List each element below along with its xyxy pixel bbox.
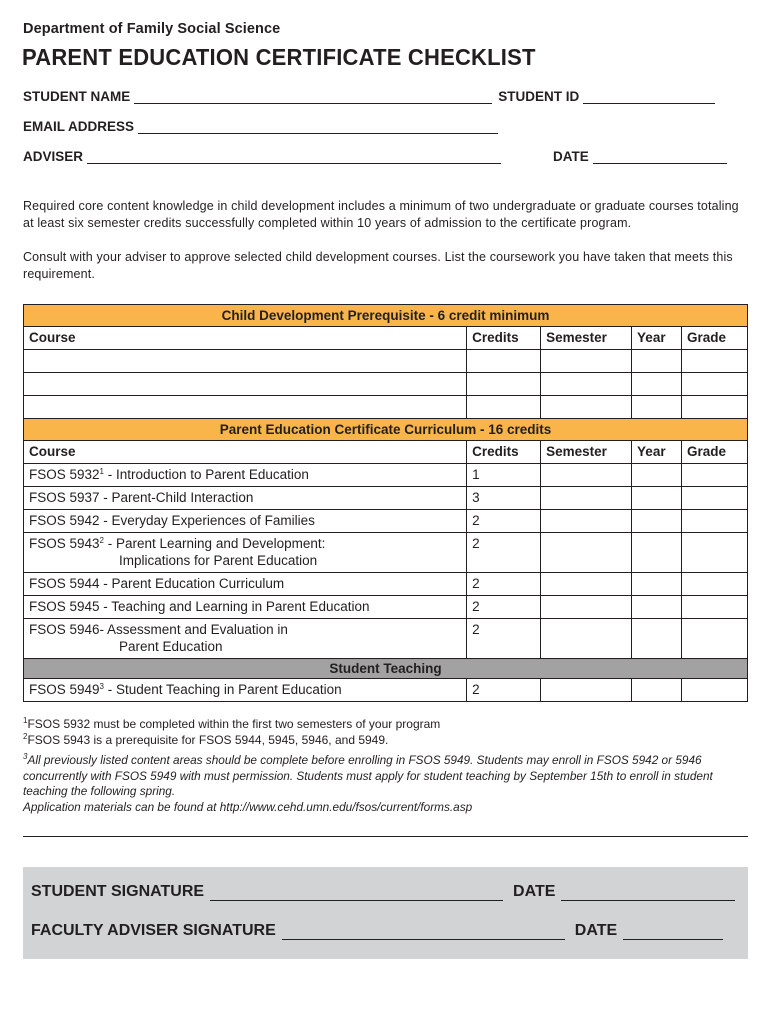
semester-cell[interactable] [541,533,632,573]
semester-cell[interactable] [541,350,632,373]
student-name-label: STUDENT NAME [23,89,131,104]
year-cell[interactable] [632,679,682,702]
credits-column-header: Credits [467,441,541,464]
department-name: Department of Family Social Science [23,21,281,37]
grade-cell[interactable] [682,533,748,573]
table-row [24,350,748,373]
student-signature-row [31,883,735,901]
semester-cell[interactable] [541,510,632,533]
credits-cell: 2 [467,596,541,619]
email-field[interactable] [138,120,498,134]
credits-column-header: Credits [467,327,541,350]
course-cell: FSOS 5944 - Parent Education Curriculum [24,573,467,596]
table-row [24,464,748,487]
student-signature-field[interactable] [210,885,503,901]
grade-cell[interactable] [682,573,748,596]
grade-column-header: Grade [682,327,748,350]
footnote-1: $^1$FSOS 5932 must be completed within the first two semesters of your program [23,716,441,731]
course-column-header: Course [24,441,467,464]
grade-cell[interactable] [682,396,748,419]
grade-cell[interactable] [682,373,748,396]
course-cell[interactable] [24,350,467,373]
course-cell: FSOS 5937 - Parent-Child Interaction [24,487,467,510]
credits-cell: 1 [467,464,541,487]
year-cell[interactable] [632,573,682,596]
column-header-row [24,327,748,350]
table-row [24,510,748,533]
table-row [24,396,748,419]
credits-cell[interactable] [467,350,541,373]
footnote-3: $^3$All previously listed content areas should be complete before enrolling in FSOS 5949. Students may enroll in FSOS 5942 or 5946 concurrently with FSOS 5949 with must permission. Students must apply for student teaching by September 15th to enroll in student teaching the following spring. [23,752,713,798]
student-teaching-header: Student Teaching [24,659,748,679]
adviser-row [23,149,727,164]
semester-cell[interactable] [541,464,632,487]
grade-cell[interactable] [682,350,748,373]
grade-column-header: Grade [682,441,748,464]
section-header-row [24,659,748,679]
column-header-row [24,441,748,464]
semester-cell[interactable] [541,396,632,419]
year-cell[interactable] [632,350,682,373]
table-row [24,679,748,702]
student-name-field[interactable] [134,90,492,104]
course-cell: FSOS 5946- Assessment and Evaluation in Parent Education [24,619,467,659]
table-row [24,619,748,659]
year-cell[interactable] [632,487,682,510]
course-cell: FSOS 5943$^2$ - Parent Learning and Development: Implications for Parent Education [24,533,467,573]
table-row [24,373,748,396]
table-row [24,487,748,510]
course-cell: FSOS 5942 - Everyday Experiences of Families [24,510,467,533]
adviser-label: ADVISER [23,149,84,164]
faculty-signature-field[interactable] [282,924,565,940]
student-signature-label: STUDENT SIGNATURE [31,883,205,900]
footnote-2: $^2$FSOS 5943 is a prerequisite for FSOS 5944, 5945, 5946, and 5949. [23,732,389,747]
faculty-date-label: DATE [574,922,618,939]
faculty-date-field[interactable] [623,924,723,940]
grade-cell[interactable] [682,487,748,510]
credits-cell[interactable] [467,373,541,396]
course-cell: FSOS 5949$^3$ - Student Teaching in Parent Education [24,679,467,702]
student-info-row [23,89,715,104]
semester-cell[interactable] [541,573,632,596]
year-cell[interactable] [632,533,682,573]
table-row [24,573,748,596]
table-row [24,533,748,573]
page-title: PARENT EDUCATION CERTIFICATE CHECKLIST [22,44,536,71]
semester-cell[interactable] [541,373,632,396]
footnotes [23,716,753,815]
intro-paragraph: Required core content knowledge in child development includes a minimum of two undergraduate or graduate courses totaling at least six semester credits successfully completed within 10 years of admission to the certificate program. [23,199,739,230]
grade-cell[interactable] [682,464,748,487]
table-row [24,596,748,619]
student-id-field[interactable] [583,90,715,104]
semester-cell[interactable] [541,487,632,510]
section-header-row [24,419,748,441]
course-cell: FSOS 5932$^1$ - Introduction to Parent Education [24,464,467,487]
year-cell[interactable] [632,619,682,659]
credits-cell: 3 [467,487,541,510]
curriculum-header: Parent Education Certificate Curriculum - 16 credits [24,419,748,441]
year-cell[interactable] [632,510,682,533]
application-note: Application materials can be found at http://www.cehd.umn.edu/fsos/current/forms.asp [23,799,473,814]
adviser-field[interactable] [87,150,501,164]
year-cell[interactable] [632,396,682,419]
credits-cell: 2 [467,533,541,573]
course-table [23,304,748,702]
year-cell[interactable] [632,596,682,619]
semester-column-header: Semester [541,441,632,464]
email-row [23,119,498,134]
semester-cell[interactable] [541,679,632,702]
credits-cell[interactable] [467,396,541,419]
year-column-header: Year [632,327,682,350]
consult-paragraph: Consult with your adviser to approve selected child development courses. List the coursework you have taken that meets this requirement. [23,250,733,281]
prerequisite-header: Child Development Prerequisite - 6 credit minimum [24,305,748,327]
student-date-label: DATE [513,883,556,900]
student-id-label: STUDENT ID [498,89,580,104]
grade-cell[interactable] [682,679,748,702]
faculty-signature-label: FACULTY ADVISER SIGNATURE [31,922,276,939]
course-cell[interactable] [24,396,467,419]
year-cell[interactable] [632,373,682,396]
signature-box [23,867,748,959]
section-header-row [24,305,748,327]
course-column-header: Course [24,327,467,350]
year-column-header: Year [632,441,682,464]
student-date-field[interactable] [561,885,735,901]
year-cell[interactable] [632,464,682,487]
email-label: EMAIL ADDRESS [23,119,135,134]
semester-column-header: Semester [541,327,632,350]
grade-cell[interactable] [682,619,748,659]
date-label: DATE [553,149,589,164]
credits-cell: 2 [467,510,541,533]
credits-cell: 2 [467,679,541,702]
grade-cell[interactable] [682,510,748,533]
semester-cell[interactable] [541,596,632,619]
semester-cell[interactable] [541,619,632,659]
divider [23,836,748,837]
date-field[interactable] [593,150,727,164]
course-cell: FSOS 5945 - Teaching and Learning in Parent Education [24,596,467,619]
credits-cell: 2 [467,573,541,596]
grade-cell[interactable] [682,596,748,619]
faculty-signature-row [31,922,723,940]
course-cell[interactable] [24,373,467,396]
credits-cell: 2 [467,619,541,659]
